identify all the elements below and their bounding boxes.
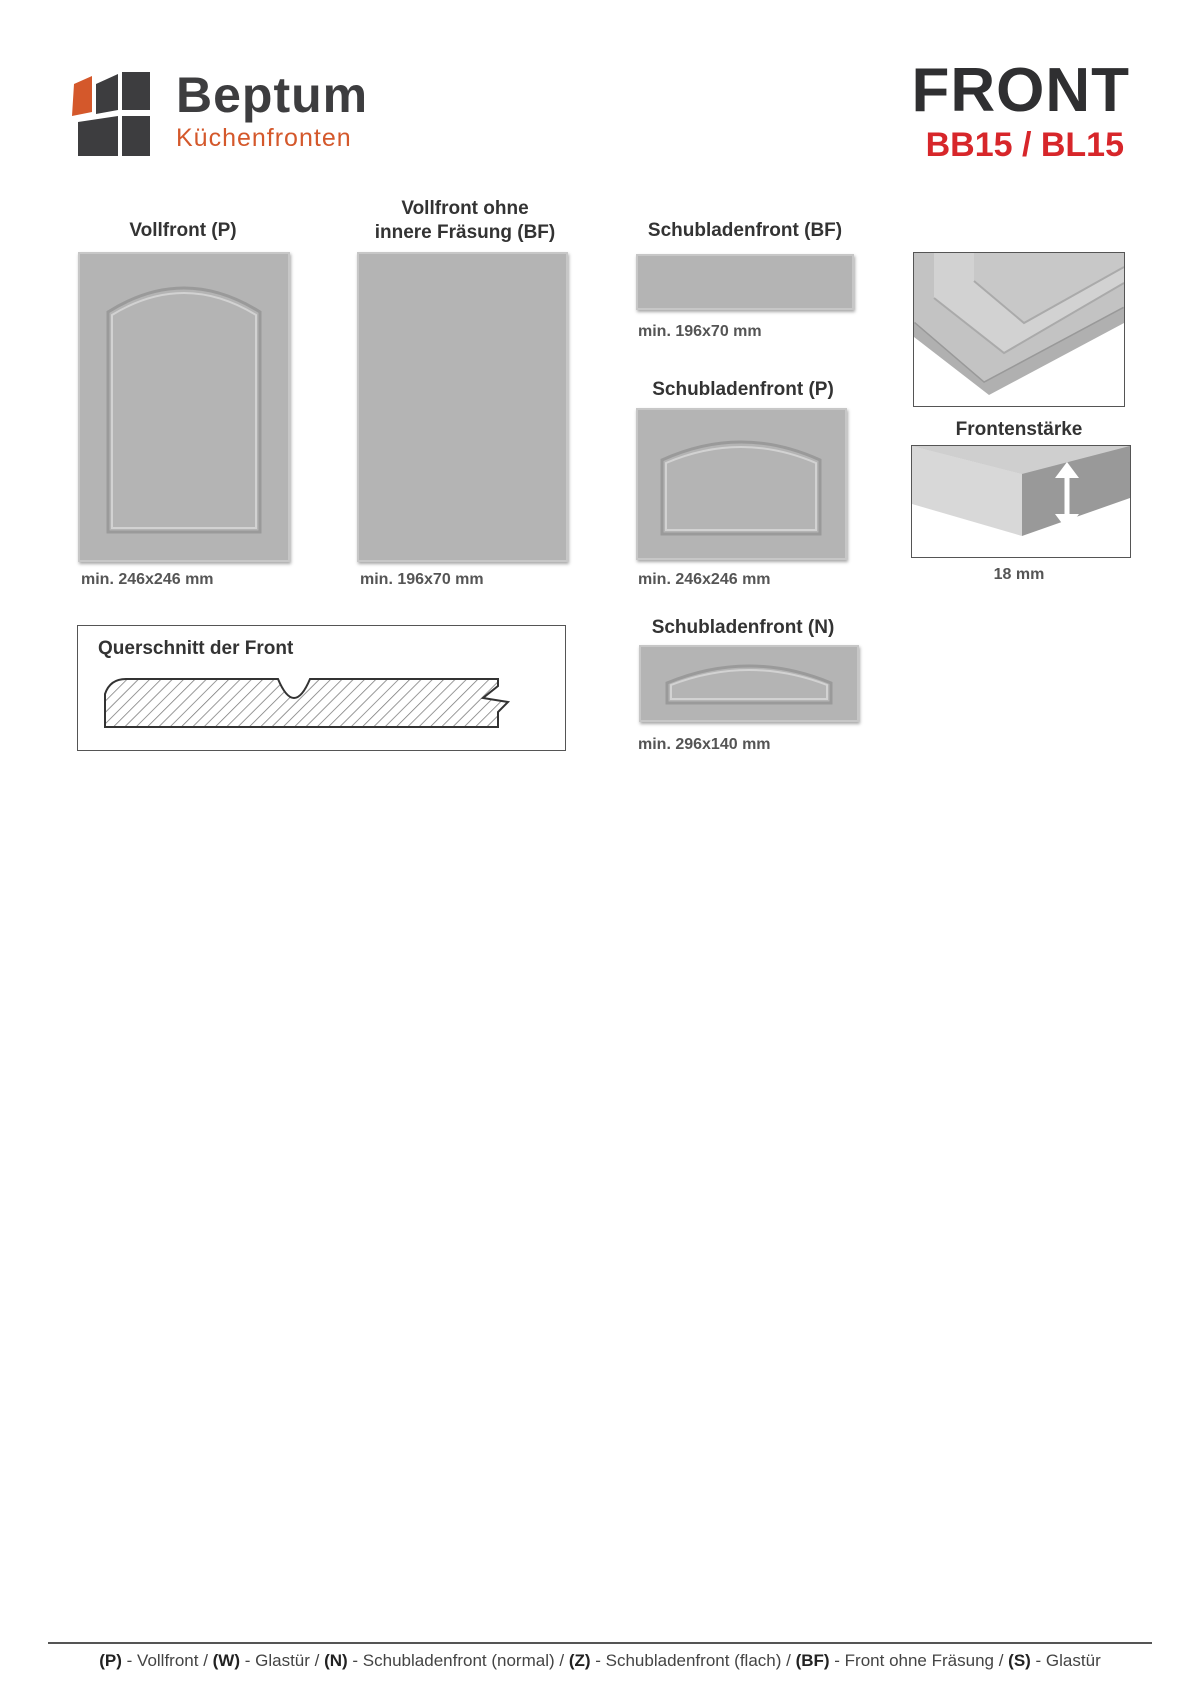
vollfront-bf-dim: min. 196x70 mm — [360, 571, 484, 588]
legend-text-bf: - Front ohne Fräsung / — [829, 1651, 1009, 1670]
schublade-n-label: Schubladenfront (N) — [651, 617, 835, 638]
schublade-bf-dim: min. 196x70 mm — [638, 323, 762, 340]
schublade-p-panel — [636, 408, 847, 560]
footer-divider — [48, 1642, 1152, 1644]
legend-text-z: - Schubladenfront (flach) / — [590, 1651, 796, 1670]
model-code: BB15 / BL15 — [925, 126, 1124, 164]
vollfront-p-label: Vollfront (P) — [129, 220, 237, 241]
querschnitt-profile-drawing — [78, 626, 567, 750]
legend-text-n: - Schubladenfront (normal) / — [347, 1651, 569, 1670]
legend-code-bf: (BF) — [795, 1651, 830, 1670]
legend-code-p: (P) — [99, 1651, 122, 1670]
brand-subtitle: Küchenfronten — [176, 124, 352, 152]
querschnitt-label: Querschnitt der Front — [98, 638, 294, 659]
schublade-bf-label: Schubladenfront (BF) — [647, 220, 843, 241]
legend-code-w: (W) — [212, 1651, 241, 1670]
schublade-p-label: Schubladenfront (P) — [652, 379, 834, 400]
legend-code-s: (S) — [1008, 1651, 1031, 1670]
vollfront-p-panel — [78, 252, 290, 562]
schublade-p-dim: min. 246x246 mm — [638, 571, 771, 588]
querschnitt-box — [77, 625, 566, 751]
schublade-n-dim: min. 296x140 mm — [638, 736, 771, 753]
legend-code-z: (Z) — [568, 1651, 591, 1670]
vollfront-bf-label-line2: innere Fräsung (BF) — [374, 222, 556, 243]
page-title: FRONT — [911, 56, 1130, 125]
legend-text-s: - Glastür — [1030, 1651, 1101, 1670]
frontenstaerke-image — [911, 445, 1131, 558]
vollfront-bf-label-line1: Vollfront ohne — [401, 198, 529, 219]
brand-name: Beptum — [176, 67, 369, 123]
footer-legend — [0, 1651, 1200, 1671]
frontenstaerke-label: Frontenstärke — [955, 419, 1083, 440]
schublade-n-panel — [639, 645, 859, 722]
legend-code-n: (N) — [324, 1651, 348, 1670]
legend-text-p: - Vollfront / — [121, 1651, 213, 1670]
legend-text-w: - Glastür / — [240, 1651, 325, 1670]
schublade-bf-panel — [636, 254, 854, 310]
vollfront-bf-panel — [357, 252, 568, 562]
vollfront-p-dim: min. 246x246 mm — [81, 571, 214, 588]
brand-logo-icon — [70, 72, 158, 158]
frontenstaerke-dim: 18 mm — [993, 566, 1045, 583]
front-corner-detail-image — [913, 252, 1125, 407]
